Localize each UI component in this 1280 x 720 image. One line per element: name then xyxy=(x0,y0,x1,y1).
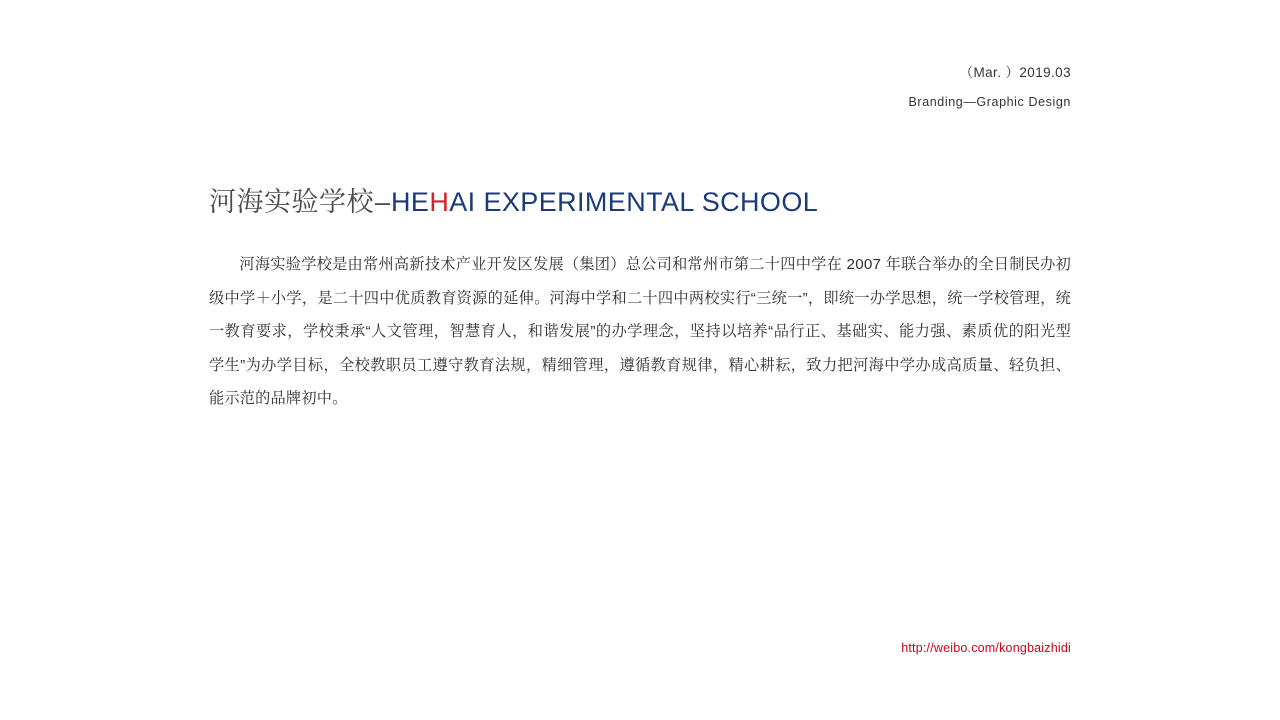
document-category: Branding—Graphic Design xyxy=(908,94,1071,109)
header-meta xyxy=(909,66,1072,108)
body-paragraph: 河海实验学校是由常州高新技术产业开发区发展（集团）总公司和常州市第二十四中学在 2007 年联合举办的全日制民办初级中学＋小学，是二十四中优质教育资源的延伸。河海中学和二十四中两校实行“三统一”，即统一办学思想，统一学校管理，统一教育要求，学校秉承“人文管理，智慧育人，和谐发展”的办学理念，坚持以培养“品行正、基础实、能力强、素质优的阳光型学生”为办学目标，全校教职员工遵守教育法规，精细管理，遵循教育规律，精心耕耘，致力把河海中学办成高质量、轻负担、能示范的品牌初中。 xyxy=(209,256,1071,407)
title-separator: – xyxy=(375,187,391,217)
weibo-link[interactable]: http://weibo.com/kongbaizhidi xyxy=(901,641,1071,655)
title-english-accent: H xyxy=(429,187,450,217)
document-date: （Mar. ）2019.03 xyxy=(959,65,1071,80)
title-chinese: 河海实验学校 xyxy=(209,187,374,217)
page-title xyxy=(209,180,818,219)
title-english-prefix: HE xyxy=(391,187,430,217)
title-english-suffix: AI EXPERIMENTAL SCHOOL xyxy=(449,187,819,217)
